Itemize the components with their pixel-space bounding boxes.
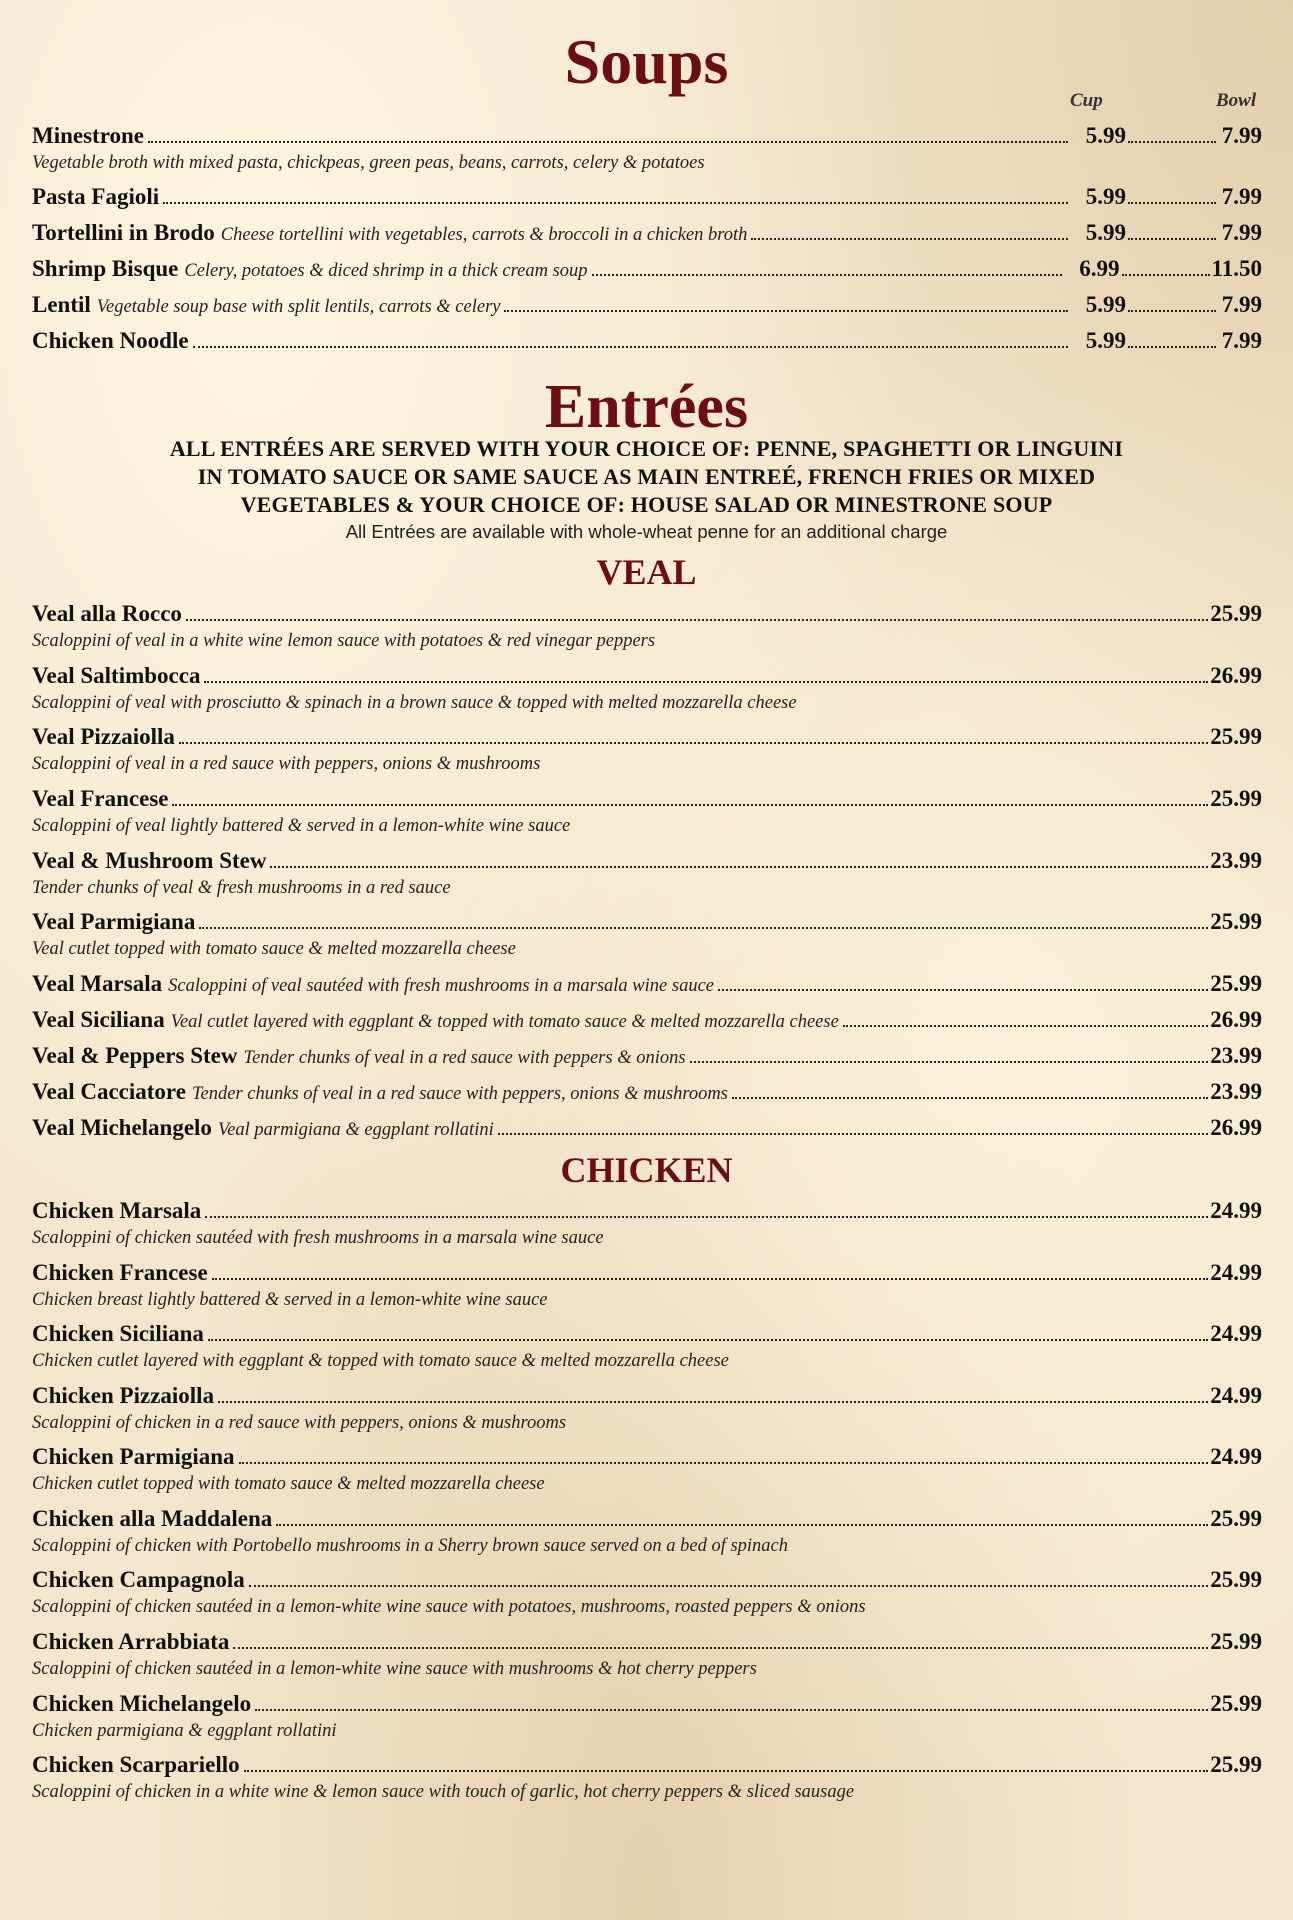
item-name: Chicken Scarpariello (32, 1752, 240, 1777)
item-name: Shrimp Bisque (32, 256, 179, 281)
item-price: 25.99 (1210, 1752, 1262, 1777)
item-price: 26.99 (1210, 1115, 1262, 1140)
soup-item (32, 254, 1262, 286)
dot-leader (592, 274, 1062, 276)
item-price: 25.99 (1210, 1691, 1262, 1716)
veal-item (32, 1041, 1262, 1073)
dot-leader (218, 1401, 1208, 1403)
item-name: Veal Michelangelo (32, 1115, 212, 1140)
dot-leader (172, 804, 1208, 806)
cup-column-label: Cup (1070, 90, 1103, 111)
cup-price: 5.99 (1085, 292, 1126, 317)
chicken-item (32, 1750, 1262, 1804)
dot-leader (498, 1133, 1209, 1135)
item-name: Pasta Fagioli (32, 184, 160, 209)
item-name: Veal alla Rocco (32, 601, 182, 626)
item-price: 23.99 (1210, 848, 1262, 873)
item-description: Tender chunks of veal in a red sauce with peppers & onions (243, 1048, 686, 1068)
item-name: Chicken alla Maddalena (32, 1506, 273, 1531)
soup-item (32, 121, 1262, 175)
dot-leader (244, 1770, 1209, 1772)
item-name: Chicken Noodle (32, 328, 189, 353)
item-price: 25.99 (1210, 786, 1262, 811)
chicken-item (32, 1196, 1262, 1250)
soup-item (32, 218, 1262, 250)
dot-leader (1128, 141, 1216, 143)
cup-price: 6.99 (1079, 256, 1120, 281)
veal-item (32, 1077, 1262, 1109)
chicken-item (32, 1504, 1262, 1558)
dot-leader (255, 1709, 1208, 1711)
item-name: Chicken Campagnola (32, 1567, 245, 1592)
dot-leader (751, 238, 1068, 240)
item-name: Tortellini in Brodo (32, 220, 215, 245)
item-description: Celery, potatoes & diced shrimp in a thick cream soup (184, 261, 588, 281)
item-description: Scaloppini of veal with prosciutto & spinach in a brown sauce & topped with melted mozzarella cheese (32, 693, 797, 713)
dot-leader (239, 1462, 1209, 1464)
soup-item (32, 326, 1262, 356)
item-name: Chicken Siciliana (32, 1321, 204, 1346)
soup-item (32, 182, 1262, 212)
item-description: Scaloppini of chicken sautéed with fresh mushrooms in a marsala wine sauce (32, 1228, 604, 1248)
item-name: Veal Saltimbocca (32, 663, 201, 688)
dot-leader (148, 141, 1068, 143)
dot-leader (1128, 202, 1216, 204)
dot-leader (205, 1216, 1208, 1218)
item-name: Chicken Pizzaiolla (32, 1383, 215, 1408)
cup-price: 5.99 (1085, 184, 1126, 209)
veal-item (32, 846, 1262, 900)
item-price: 24.99 (1210, 1198, 1262, 1223)
dot-leader (1122, 274, 1210, 276)
dot-leader (270, 866, 1208, 868)
item-price: 24.99 (1210, 1383, 1262, 1408)
item-description: Veal cutlet topped with tomato sauce & melted mozzarella cheese (32, 939, 516, 959)
bowl-price: 7.99 (1221, 220, 1262, 245)
chicken-item (32, 1627, 1262, 1681)
item-name: Veal Cacciatore (32, 1079, 186, 1104)
item-description: Cheese tortellini with vegetables, carrots & broccoli in a chicken broth (220, 225, 748, 245)
bowl-price: 11.50 (1211, 256, 1262, 281)
item-price: 26.99 (1210, 663, 1262, 688)
item-description: Chicken cutlet topped with tomato sauce & melted mozzarella cheese (32, 1474, 545, 1494)
item-description: Vegetable soup base with split lentils, carrots & celery (96, 297, 501, 317)
dot-leader (212, 1278, 1209, 1280)
chicken-item (32, 1319, 1262, 1373)
dot-leader (1128, 238, 1216, 240)
dot-leader (208, 1339, 1208, 1341)
item-price: 23.99 (1210, 1043, 1262, 1068)
veal-item (32, 969, 1262, 1001)
item-description: Scaloppini of chicken in a red sauce with peppers, onions & mushrooms (32, 1413, 567, 1433)
dot-leader (233, 1647, 1208, 1649)
item-description: Scaloppini of chicken with Portobello mushrooms in a Sherry brown sauce served on a bed of spinach (32, 1536, 789, 1556)
item-price: 25.99 (1210, 601, 1262, 626)
item-description: Vegetable broth with mixed pasta, chickpeas, green peas, beans, carrots, celery & potatoes (32, 153, 705, 173)
entrees-whole-wheat-note: All Entrées are available with whole-wheat penne for an additional charge (345, 521, 948, 542)
item-description: Tender chunks of veal & fresh mushrooms in a red sauce (32, 878, 451, 898)
item-name: Veal Siciliana (32, 1007, 165, 1032)
entrees-note-line: IN TOMATO SAUCE OR SAME SAUCE AS MAIN ENTREÉ, FRENCH FRIES OR MIXED (197, 464, 1096, 489)
dot-leader (204, 681, 1208, 683)
item-description: Tender chunks of veal in a red sauce with peppers, onions & mushrooms (191, 1084, 728, 1104)
item-name: Veal & Mushroom Stew (32, 848, 267, 873)
item-price: 25.99 (1210, 1567, 1262, 1592)
dot-leader (504, 310, 1068, 312)
veal-item (32, 722, 1262, 776)
dot-leader (193, 346, 1068, 348)
chicken-heading: CHICKEN (560, 1150, 733, 1190)
item-price: 24.99 (1210, 1321, 1262, 1346)
cup-price: 5.99 (1085, 123, 1126, 148)
soup-item (32, 290, 1262, 322)
cup-price: 5.99 (1085, 220, 1126, 245)
item-price: 23.99 (1210, 1079, 1262, 1104)
item-price: 24.99 (1210, 1444, 1262, 1469)
chicken-item (32, 1565, 1262, 1619)
item-name: Chicken Francese (32, 1260, 208, 1285)
bowl-price: 7.99 (1221, 184, 1262, 209)
item-price: 24.99 (1210, 1260, 1262, 1285)
chicken-item (32, 1689, 1262, 1743)
item-name: Veal Francese (32, 786, 169, 811)
veal-item (32, 1113, 1262, 1145)
item-price: 25.99 (1210, 1506, 1262, 1531)
entrees-note-line: ALL ENTRÉES ARE SERVED WITH YOUR CHOICE OF: PENNE, SPAGHETTI OR LINGUINI (169, 436, 1124, 461)
item-price: 26.99 (1210, 1007, 1262, 1032)
dot-leader (186, 619, 1208, 621)
dot-leader (199, 927, 1208, 929)
dot-leader (249, 1585, 1208, 1587)
veal-item (32, 1005, 1262, 1037)
item-price: 25.99 (1210, 1629, 1262, 1654)
cup-price: 5.99 (1085, 328, 1126, 353)
chicken-item (32, 1442, 1262, 1496)
bowl-column-label: Bowl (1216, 90, 1257, 111)
item-name: Veal Marsala (32, 971, 163, 996)
dot-leader (718, 989, 1208, 991)
veal-item (32, 599, 1262, 653)
dot-leader (1128, 346, 1216, 348)
item-name: Veal Parmigiana (32, 909, 196, 934)
item-price: 25.99 (1210, 724, 1262, 749)
item-description: Veal cutlet layered with eggplant & topped with tomato sauce & melted mozzarella cheese (170, 1012, 839, 1032)
veal-heading: VEAL (596, 552, 697, 592)
item-name: Chicken Michelangelo (32, 1691, 252, 1716)
veal-item (32, 661, 1262, 715)
item-name: Chicken Marsala (32, 1198, 202, 1223)
veal-item (32, 784, 1262, 838)
item-description: Scaloppini of veal sautéed with fresh mushrooms in a marsala wine sauce (168, 976, 714, 996)
soups-heading: Soups (564, 26, 729, 97)
item-name: Minestrone (32, 123, 145, 148)
item-name: Lentil (32, 292, 91, 317)
entrees-note-line: VEGETABLES & YOUR CHOICE OF: HOUSE SALAD OR MINESTRONE SOUP (240, 492, 1053, 517)
item-price: 25.99 (1210, 909, 1262, 934)
item-description: Scaloppini of veal in a red sauce with peppers, onions & mushrooms (32, 754, 541, 774)
dot-leader (179, 742, 1208, 744)
chicken-item (32, 1381, 1262, 1435)
bowl-price: 7.99 (1221, 328, 1262, 353)
item-description: Scaloppini of veal in a white wine lemon sauce with potatoes & red vinegar peppers (32, 631, 656, 651)
item-price: 25.99 (1210, 971, 1262, 996)
dot-leader (1128, 310, 1216, 312)
item-description: Scaloppini of veal lightly battered & served in a lemon-white wine sauce (32, 816, 571, 836)
veal-item (32, 907, 1262, 961)
dot-leader (732, 1097, 1208, 1099)
dot-leader (690, 1061, 1209, 1063)
item-name: Chicken Parmigiana (32, 1444, 235, 1469)
bowl-price: 7.99 (1221, 123, 1262, 148)
dot-leader (843, 1025, 1208, 1027)
item-name: Veal & Peppers Stew (32, 1043, 238, 1068)
chicken-item (32, 1258, 1262, 1312)
bowl-price: 7.99 (1221, 292, 1262, 317)
entrees-heading: Entrées (544, 373, 749, 441)
item-description: Scaloppini of chicken sautéed in a lemon-white wine sauce with mushrooms & hot cherry peppers (32, 1659, 757, 1679)
item-name: Veal Pizzaiolla (32, 724, 175, 749)
item-name: Chicken Arrabbiata (32, 1629, 230, 1654)
item-description: Chicken breast lightly battered & served in a lemon-white wine sauce (32, 1290, 548, 1310)
dot-leader (163, 202, 1068, 204)
item-description: Chicken parmigiana & eggplant rollatini (32, 1721, 337, 1741)
item-description: Scaloppini of chicken in a white wine & lemon sauce with touch of garlic, hot cherry peppers & sliced sausage (32, 1782, 855, 1802)
dot-leader (276, 1524, 1208, 1526)
item-description: Chicken cutlet layered with eggplant & topped with tomato sauce & melted mozzarella cheese (32, 1351, 729, 1371)
item-description: Scaloppini of chicken sautéed in a lemon-white wine sauce with potatoes, mushrooms, roasted peppers & onions (32, 1597, 866, 1617)
item-description: Veal parmigiana & eggplant rollatini (217, 1120, 494, 1140)
